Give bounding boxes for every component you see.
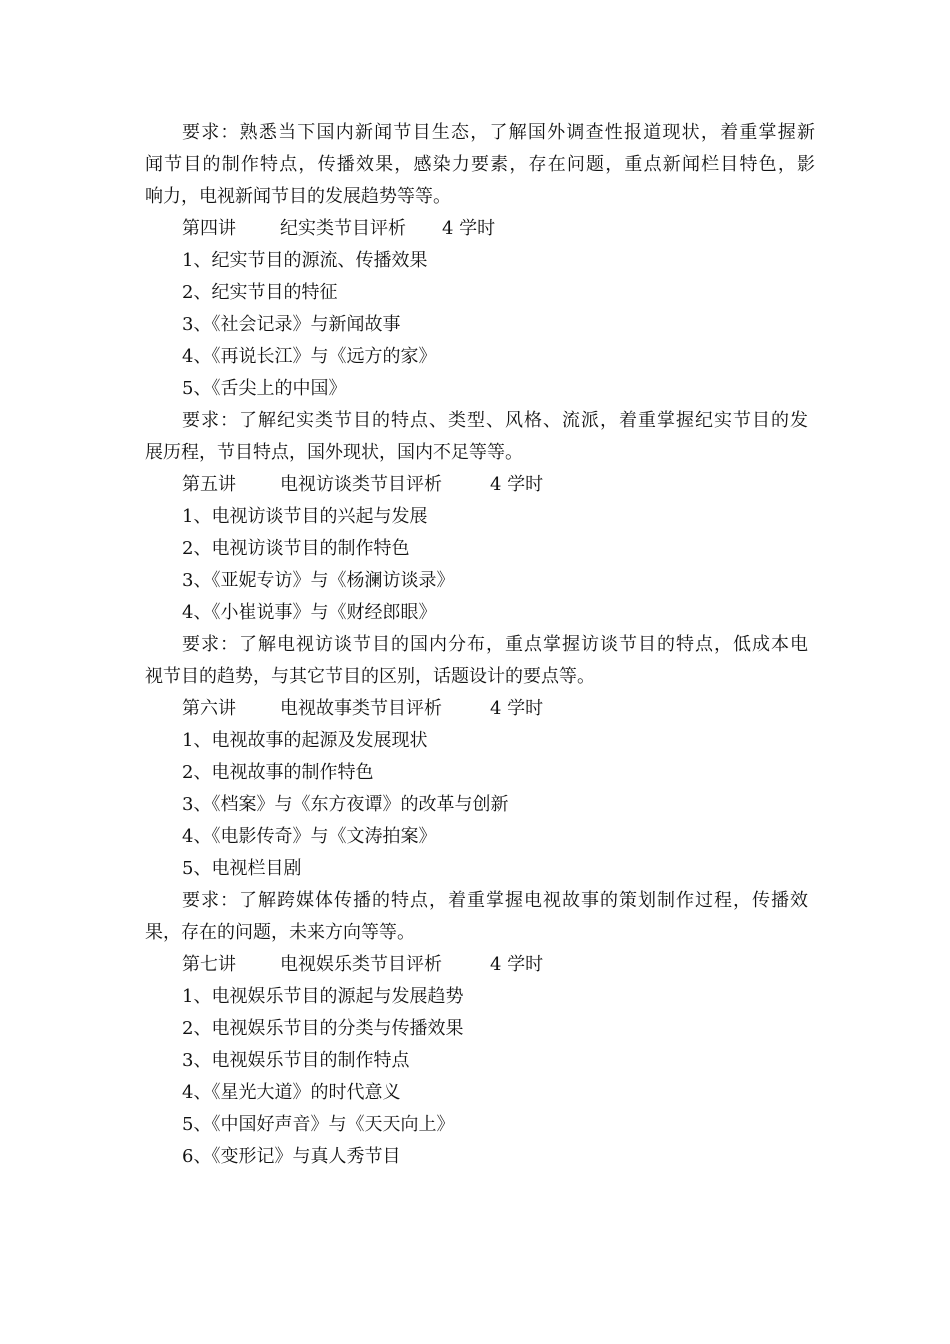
paragraph-line: 闻节目的制作特点，传播效果，感染力要素，存在问题，重点新闻栏目特色，影 bbox=[145, 154, 815, 175]
lecture-title: 电视故事类节目评析 bbox=[280, 698, 442, 719]
list-item: 2、电视访谈节目的制作特色 bbox=[182, 538, 410, 559]
lecture-title: 电视访谈类节目评析 bbox=[280, 474, 442, 495]
requirement-line: 果，存在的问题，未来方向等等。 bbox=[145, 922, 415, 943]
requirement-line: 要求：了解电视访谈节目的国内分布，重点掌握访谈节目的特点，低成本电 bbox=[182, 634, 808, 655]
lecture-hours: 4 学时 bbox=[490, 698, 544, 719]
requirement-line: 要求：了解纪实类节目的特点、类型、风格、流派，着重掌握纪实节目的发 bbox=[182, 410, 808, 431]
list-item: 4、《电影传奇》与《文涛拍案》 bbox=[182, 826, 437, 847]
list-item: 1、电视娱乐节目的源起与发展趋势 bbox=[182, 986, 464, 1007]
list-item: 6、《变形记》与真人秀节目 bbox=[182, 1146, 401, 1167]
list-item: 5、电视栏目剧 bbox=[182, 858, 302, 879]
lecture-title: 电视娱乐类节目评析 bbox=[280, 954, 442, 975]
list-item: 5、《中国好声音》与《天天向上》 bbox=[182, 1114, 455, 1135]
list-item: 3、电视娱乐节目的制作特点 bbox=[182, 1050, 410, 1071]
list-item: 1、纪实节目的源流、传播效果 bbox=[182, 250, 428, 271]
lecture-number: 第五讲 bbox=[182, 474, 236, 495]
paragraph-line: 要求：熟悉当下国内新闻节目生态，了解国外调查性报道现状，着重掌握新 bbox=[182, 122, 815, 143]
list-item: 2、电视娱乐节目的分类与传播效果 bbox=[182, 1018, 464, 1039]
lecture-hours: 4 学时 bbox=[490, 474, 544, 495]
requirement-line: 要求：了解跨媒体传播的特点，着重掌握电视故事的策划制作过程，传播效 bbox=[182, 890, 808, 911]
lecture-number: 第七讲 bbox=[182, 954, 236, 975]
list-item: 3、《档案》与《东方夜谭》的改革与创新 bbox=[182, 794, 509, 815]
list-item: 4、《星光大道》的时代意义 bbox=[182, 1082, 401, 1103]
list-item: 1、电视访谈节目的兴起与发展 bbox=[182, 506, 428, 527]
list-item: 5、《舌尖上的中国》 bbox=[182, 378, 347, 399]
list-item: 3、《亚妮专访》与《杨澜访谈录》 bbox=[182, 570, 455, 591]
list-item: 1、电视故事的起源及发展现状 bbox=[182, 730, 428, 751]
list-item: 4、《小崔说事》与《财经郎眼》 bbox=[182, 602, 437, 623]
list-item: 3、《社会记录》与新闻故事 bbox=[182, 314, 401, 335]
lecture-hours: 4 学时 bbox=[442, 218, 496, 239]
list-item: 2、电视故事的制作特色 bbox=[182, 762, 374, 783]
list-item: 4、《再说长江》与《远方的家》 bbox=[182, 346, 437, 367]
requirement-line: 视节目的趋势，与其它节目的区别，话题设计的要点等。 bbox=[145, 666, 595, 687]
lecture-title: 纪实类节目评析 bbox=[280, 218, 406, 239]
list-item: 2、纪实节目的特征 bbox=[182, 282, 338, 303]
lecture-number: 第四讲 bbox=[182, 218, 236, 239]
lecture-number: 第六讲 bbox=[182, 698, 236, 719]
paragraph-line: 响力，电视新闻节目的发展趋势等等。 bbox=[145, 186, 451, 207]
requirement-line: 展历程，节目特点，国外现状，国内不足等等。 bbox=[145, 442, 523, 463]
lecture-hours: 4 学时 bbox=[490, 954, 544, 975]
